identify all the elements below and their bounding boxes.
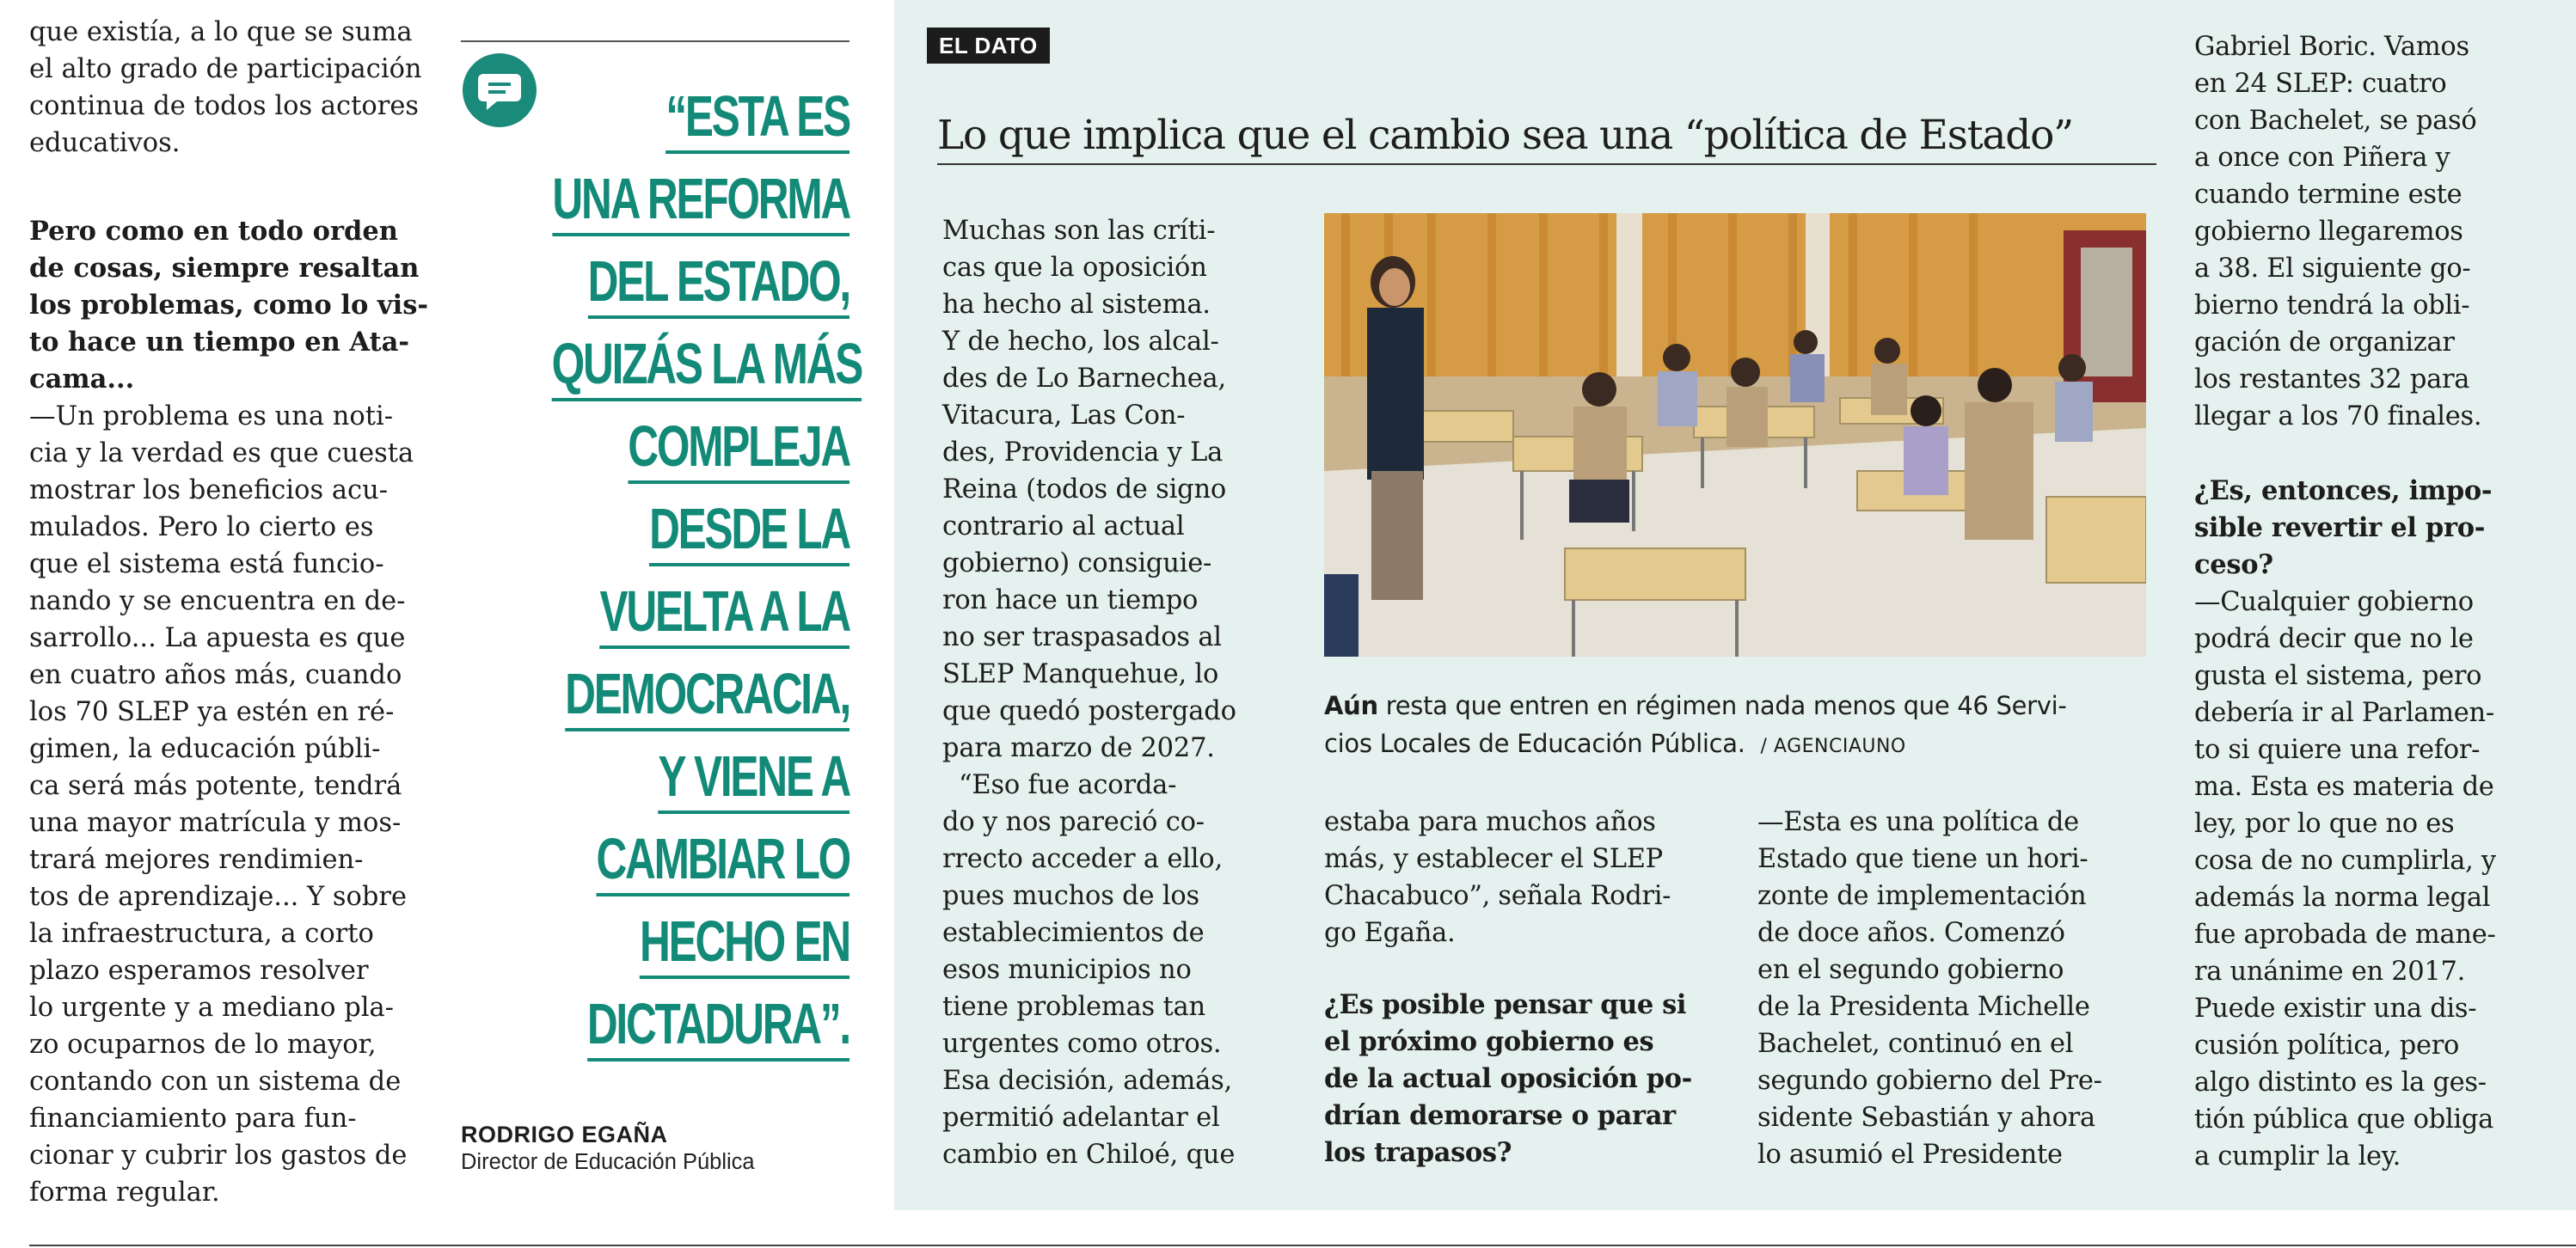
text-line: mulados. Pero lo cierto es [29,512,374,542]
left-column-intro [29,14,422,162]
pull-quote-line: VUELTA A LA [600,579,849,649]
text-line: no ser traspasados al [942,622,1222,652]
text-line: lo urgente y a mediano pla- [29,993,394,1023]
text-line: SLEP Manquehue, lo [942,659,1219,689]
photo-caption [1324,687,2067,766]
text-line: Estado que tiene un hori- [1757,844,2088,874]
text-line: ron hace un tiempo [942,585,1199,615]
text-line: cas que la oposición [942,253,1207,283]
text-line: gobierno llegaremos [2194,217,2463,247]
pull-quote-line: “ESTA ES [665,84,849,154]
text-line: Reina (todos de signo [942,474,1227,505]
pull-quote-line: UNA REFORMA [552,167,849,236]
text-line: —Cualquier gobierno [2194,587,2474,617]
text-line: —Esta es una política de [1757,807,2079,837]
text-line: sidente Sebastián y ahora [1757,1103,2095,1133]
right-column-answer [2194,584,2496,1175]
text-line: do y nos pareció co- [942,807,1205,837]
section-tag: EL DATO [927,28,1050,64]
text-line: los trapasos? [1324,1137,1512,1168]
pull-quote [551,76,862,1066]
text-line: a cumplir la ley. [2194,1141,2401,1172]
text-line: urgentes como otros. [942,1029,1222,1059]
text-line: forma regular. [29,1178,220,1208]
text-line: permitió adelantar el [942,1103,1220,1133]
text-line: a 38. El siguiente go- [2194,254,2471,284]
text-line: en cuatro años más, cuando [29,660,402,690]
text-line: de la Presidenta Michelle [1757,992,2090,1022]
classroom-photo [1324,213,2146,657]
text-line: Puede existir una dis- [2194,994,2477,1024]
text-line: zonte de implementación [1757,881,2087,911]
pull-quote-line: Y VIENE A [659,744,849,814]
text-line: des, Providencia y La [942,437,1224,468]
text-line: para marzo de 2027. [942,733,1215,763]
caption-line-2 [1324,725,2067,766]
text-line: contando con un sistema de [29,1067,402,1097]
caption-text: cios Locales de Educación Pública. [1324,729,1745,758]
text-line: en el segundo gobierno [1757,955,2064,985]
bottom-rule [29,1245,2576,1246]
text-line: trará mejores rendimien- [29,845,364,875]
right-column-intro [2194,28,2481,435]
text-line: bierno tendrá la obli- [2194,291,2470,321]
text-line: Chacabuco”, señala Rodri- [1324,881,1671,911]
text-line: Bachelet, continuó en el [1757,1029,2074,1059]
text-line: rrecto acceder a ello, [942,844,1223,874]
panel-headline: Lo que implica que el cambio sea una “política de Estado” [937,112,2074,159]
pull-quote-line: DEMOCRACIA, [565,662,849,731]
panel-column-1 [942,212,1236,1173]
text-line: sarrollo... La apuesta es que [29,623,406,653]
text-line: el alto grado de participación [29,54,422,84]
text-line: podrá decir que no le [2194,624,2474,654]
text-line: to si quiere una refor- [2194,735,2481,765]
attribution-role: Director de Educación Pública [461,1150,755,1174]
text-line: la infraestructura, a corto [29,919,374,949]
text-line: Vitacura, Las Con- [942,401,1186,431]
speech-bubble-icon [463,53,537,127]
text-line: gobierno) consiguie- [942,548,1212,578]
left-column-answer [29,398,414,1211]
caption-text: resta que entren en régimen nada menos que 46 Servi- [1377,691,2067,720]
right-column-question [2194,473,2492,584]
text-line: ¿Es, entonces, impo- [2194,475,2493,506]
pull-quote-line: DICTADURA”. [587,992,849,1061]
text-line: Pero como en todo orden [29,216,398,247]
text-line: los problemas, como lo vis- [29,290,429,321]
text-line: tos de aprendizaje... Y sobre [29,882,408,912]
text-line: los 70 SLEP ya estén en ré- [29,697,395,727]
pull-quote-line: HECHO EN [640,909,849,979]
pull-quote-line: DEL ESTADO, [588,249,849,319]
text-line: des de Lo Barnechea, [942,364,1227,394]
text-line: pues muchos de los [942,881,1200,911]
text-line: Esa decisión, además, [942,1066,1233,1096]
text-line: cia y la verdad es que cuesta [29,438,414,468]
text-line: zo ocuparnos de lo mayor, [29,1030,377,1060]
text-line: cionar y cubrir los gastos de [29,1141,408,1171]
text-line: gusta el sistema, pero [2194,661,2482,691]
text-line: cama... [29,364,135,395]
text-line: sible revertir el pro- [2194,512,2486,543]
text-line: debería ir al Parlamen- [2194,698,2494,728]
text-line: que quedó postergado [942,696,1236,726]
text-line: algo distinto es la ges- [2194,1068,2487,1098]
photo-credit: / AGENCIAUNO [1760,736,1906,757]
text-line: en 24 SLEP: cuatro [2194,69,2447,99]
text-line: ¿Es posible pensar que si [1324,989,1687,1020]
text-line: que el sistema está funcio- [29,549,384,579]
text-line: cuando termine este [2194,180,2463,210]
text-line: tión pública que obliga [2194,1104,2493,1135]
text-line: plazo esperamos resolver [29,956,369,986]
text-line: tiene problemas tan [942,992,1205,1022]
text-line: ma. Esta es materia de [2194,772,2494,802]
headline-underline [937,163,2156,165]
text-line: una mayor matrícula y mos- [29,808,402,838]
left-column-question [29,213,428,398]
text-line: mostrar los beneficios acu- [29,475,389,505]
panel-column-2-question [1324,987,1692,1172]
panel-column-3 [1757,804,2102,1173]
attribution-name: RODRIGO EGAÑA [461,1122,668,1147]
text-line: —Un problema es una noti- [29,401,394,431]
pull-quote-line: DESDE LA [649,497,849,566]
text-line: ra unánime en 2017. [2194,957,2465,987]
text-line: fue aprobada de mane- [2194,920,2496,950]
text-line: Muchas son las críti- [942,216,1216,246]
panel-column-2 [1324,804,1671,951]
text-line: gimen, la educación públi- [29,734,381,764]
caption-line-1 [1324,687,2067,725]
text-line: go Egaña. [1324,918,1456,948]
text-line: cambio en Chiloé, que [942,1140,1236,1170]
text-line: cusión política, pero [2194,1031,2460,1061]
text-line: llegar a los 70 finales. [2194,401,2482,431]
text-line: con Bachelet, se pasó [2194,106,2477,136]
text-line: contrario al actual [942,511,1185,541]
text-line: además la norma legal [2194,883,2491,913]
pull-quote-line: CAMBIAR LO [596,827,849,896]
text-line: ca será más potente, tendrá [29,771,402,801]
pull-quote-rule [461,40,849,42]
text-line: educativos. [29,128,181,158]
pull-quote-line: COMPLEJA [628,414,849,484]
caption-lead: Aún [1324,691,1378,720]
text-line: a once con Piñera y [2194,143,2450,173]
text-line: establecimientos de [942,918,1205,948]
text-line: continua de todos los actores [29,91,420,121]
text-line: nando y se encuentra en de- [29,586,406,616]
text-line: de cosas, siempre resaltan [29,253,420,284]
text-line: Gabriel Boric. Vamos [2194,32,2469,62]
text-line: de doce años. Comenzó [1757,918,2065,948]
text-line: segundo gobierno del Pre- [1757,1066,2102,1096]
text-line: cosa de no cumplirla, y [2194,846,2496,876]
text-line: drían demorarse o parar [1324,1100,1676,1131]
text-line: esos municipios no [942,955,1192,985]
text-line: Y de hecho, los alcal- [942,327,1219,357]
text-line: financiamiento para fun- [29,1104,357,1134]
text-line: de la actual oposición po- [1324,1063,1692,1094]
text-line: el próximo gobierno es [1324,1026,1654,1057]
text-line: estaba para muchos años [1324,807,1656,837]
text-line: to hace un tiempo en Ata- [29,327,410,358]
text-line: que existía, a lo que se suma [29,17,413,47]
text-line: ley, por lo que no es [2194,809,2455,839]
pull-quote-line: QUIZÁS LA MÁS [552,332,862,401]
text-line: más, y establecer el SLEP [1324,844,1663,874]
text-line: ha hecho al sistema. [942,290,1211,320]
text-line: gación de organizar [2194,327,2455,358]
text-line: ceso? [2194,549,2273,580]
text-line: los restantes 32 para [2194,364,2470,395]
text-line: lo asumió el Presidente [1757,1140,2063,1170]
text-line: “Eso fue acorda- [942,770,1177,800]
